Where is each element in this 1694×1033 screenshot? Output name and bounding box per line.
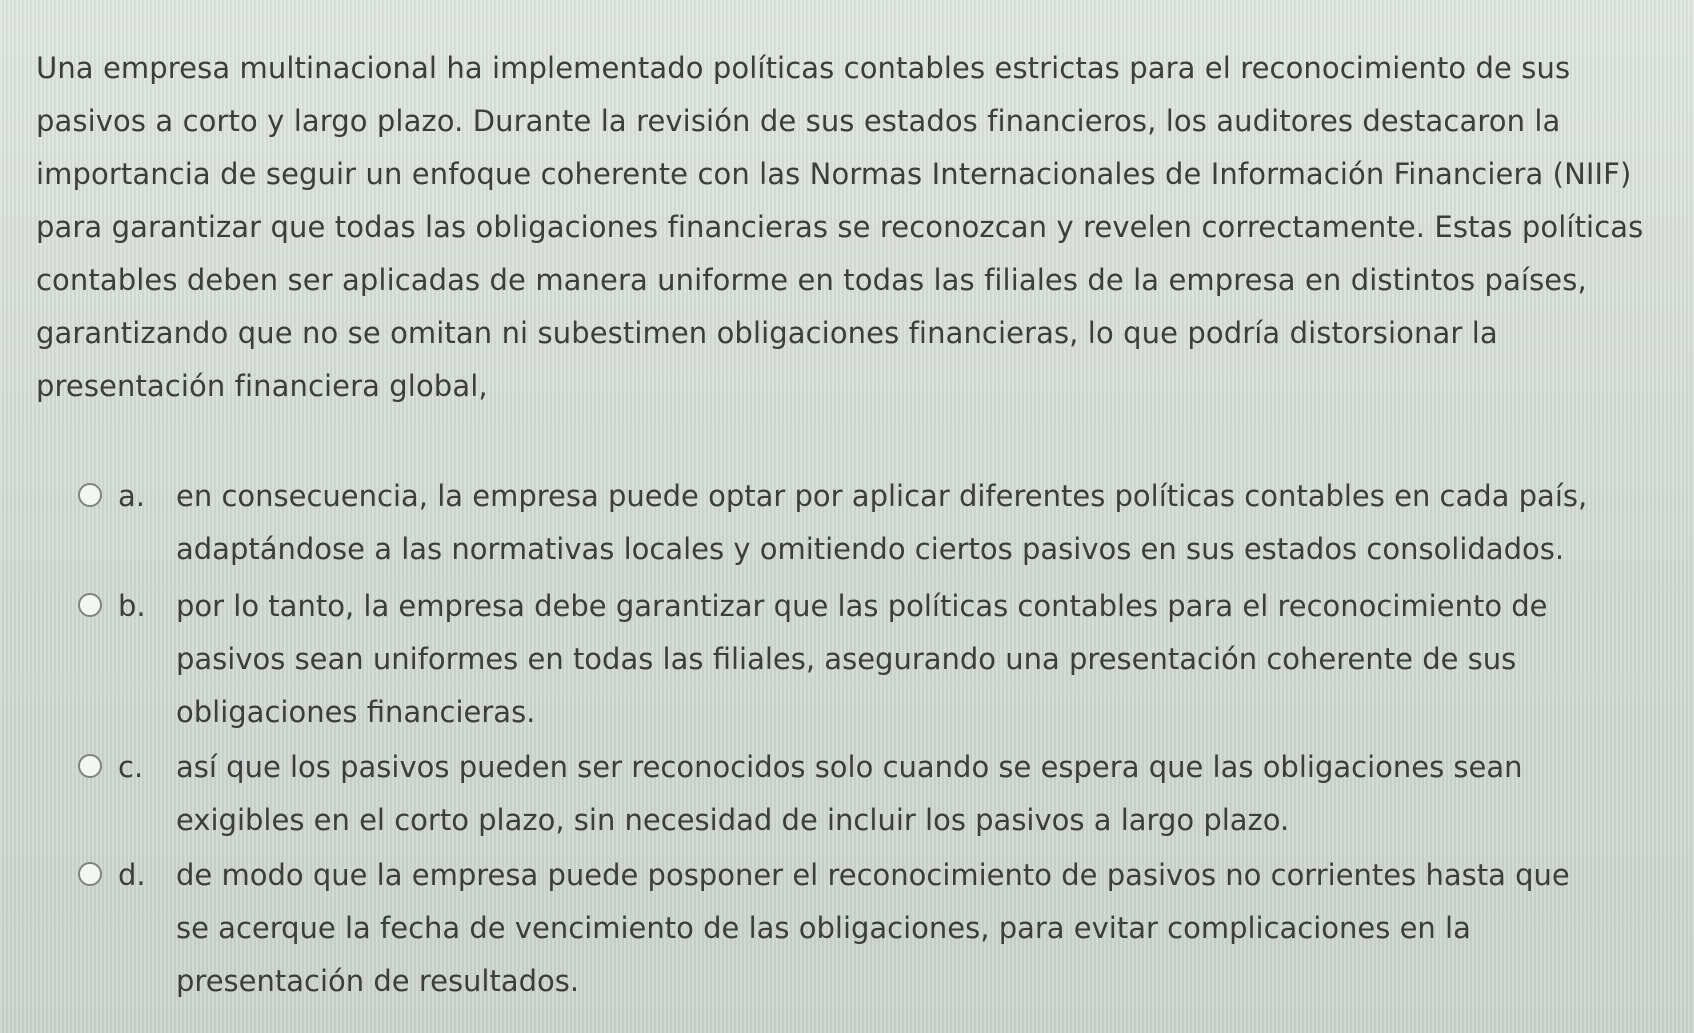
- radio-button-c[interactable]: [78, 754, 102, 778]
- option-b[interactable]: [78, 580, 1678, 739]
- option-a[interactable]: [78, 470, 1678, 576]
- option-letter: b.: [118, 589, 146, 623]
- radio-button-d[interactable]: [78, 862, 102, 886]
- option-text: así que los pasivos pueden ser reconocidos solo cuando se espera que las obligaciones sean exigibles en el corto plazo, sin necesidad de incluir los pasivos a largo plazo.: [176, 750, 1523, 837]
- option-letter: a.: [118, 479, 145, 513]
- option-text: por lo tanto, la empresa debe garantizar que las políticas contables para el reconocimiento de pasivos sean uniformes en todas las filiales, asegurando una presentación coherente de sus obligaciones financieras.: [176, 589, 1548, 729]
- question-text: Una empresa multinacional ha implementado políticas contables estrictas para el reconocimiento de sus pasivos a corto y largo plazo. Durante la revisión de sus estados financieros, los auditores destacaron la importancia de seguir un enfoque coherente con las Normas Internacionales de Información Financiera (NIIF) para garantizar que todas las obligaciones financieras se reconozcan y revelen correctamente. Estas políticas contables deben ser aplicadas de manera uniforme en todas las filiales de la empresa en distintos países, garantizando que no se omitan ni subestimen obligaciones financieras, lo que podría distorsionar la presentación financiera global,: [36, 51, 1644, 403]
- option-text: de modo que la empresa puede posponer el reconocimiento de pasivos no corrientes hasta que se acerque la fecha de vencimiento de las obligaciones, para evitar complicaciones en la presentación de resultados.: [176, 858, 1570, 998]
- option-c[interactable]: [78, 741, 1678, 847]
- answer-options: [78, 470, 1678, 1008]
- option-letter: c.: [118, 750, 144, 784]
- option-letter: d.: [118, 858, 146, 892]
- radio-button-b[interactable]: [78, 593, 102, 617]
- radio-button-a[interactable]: [78, 483, 102, 507]
- option-d[interactable]: [78, 849, 1678, 1008]
- option-text: en consecuencia, la empresa puede optar por aplicar diferentes políticas contables en cada país, adaptándose a las normativas locales y omitiendo ciertos pasivos en sus estados consolidados.: [176, 479, 1588, 566]
